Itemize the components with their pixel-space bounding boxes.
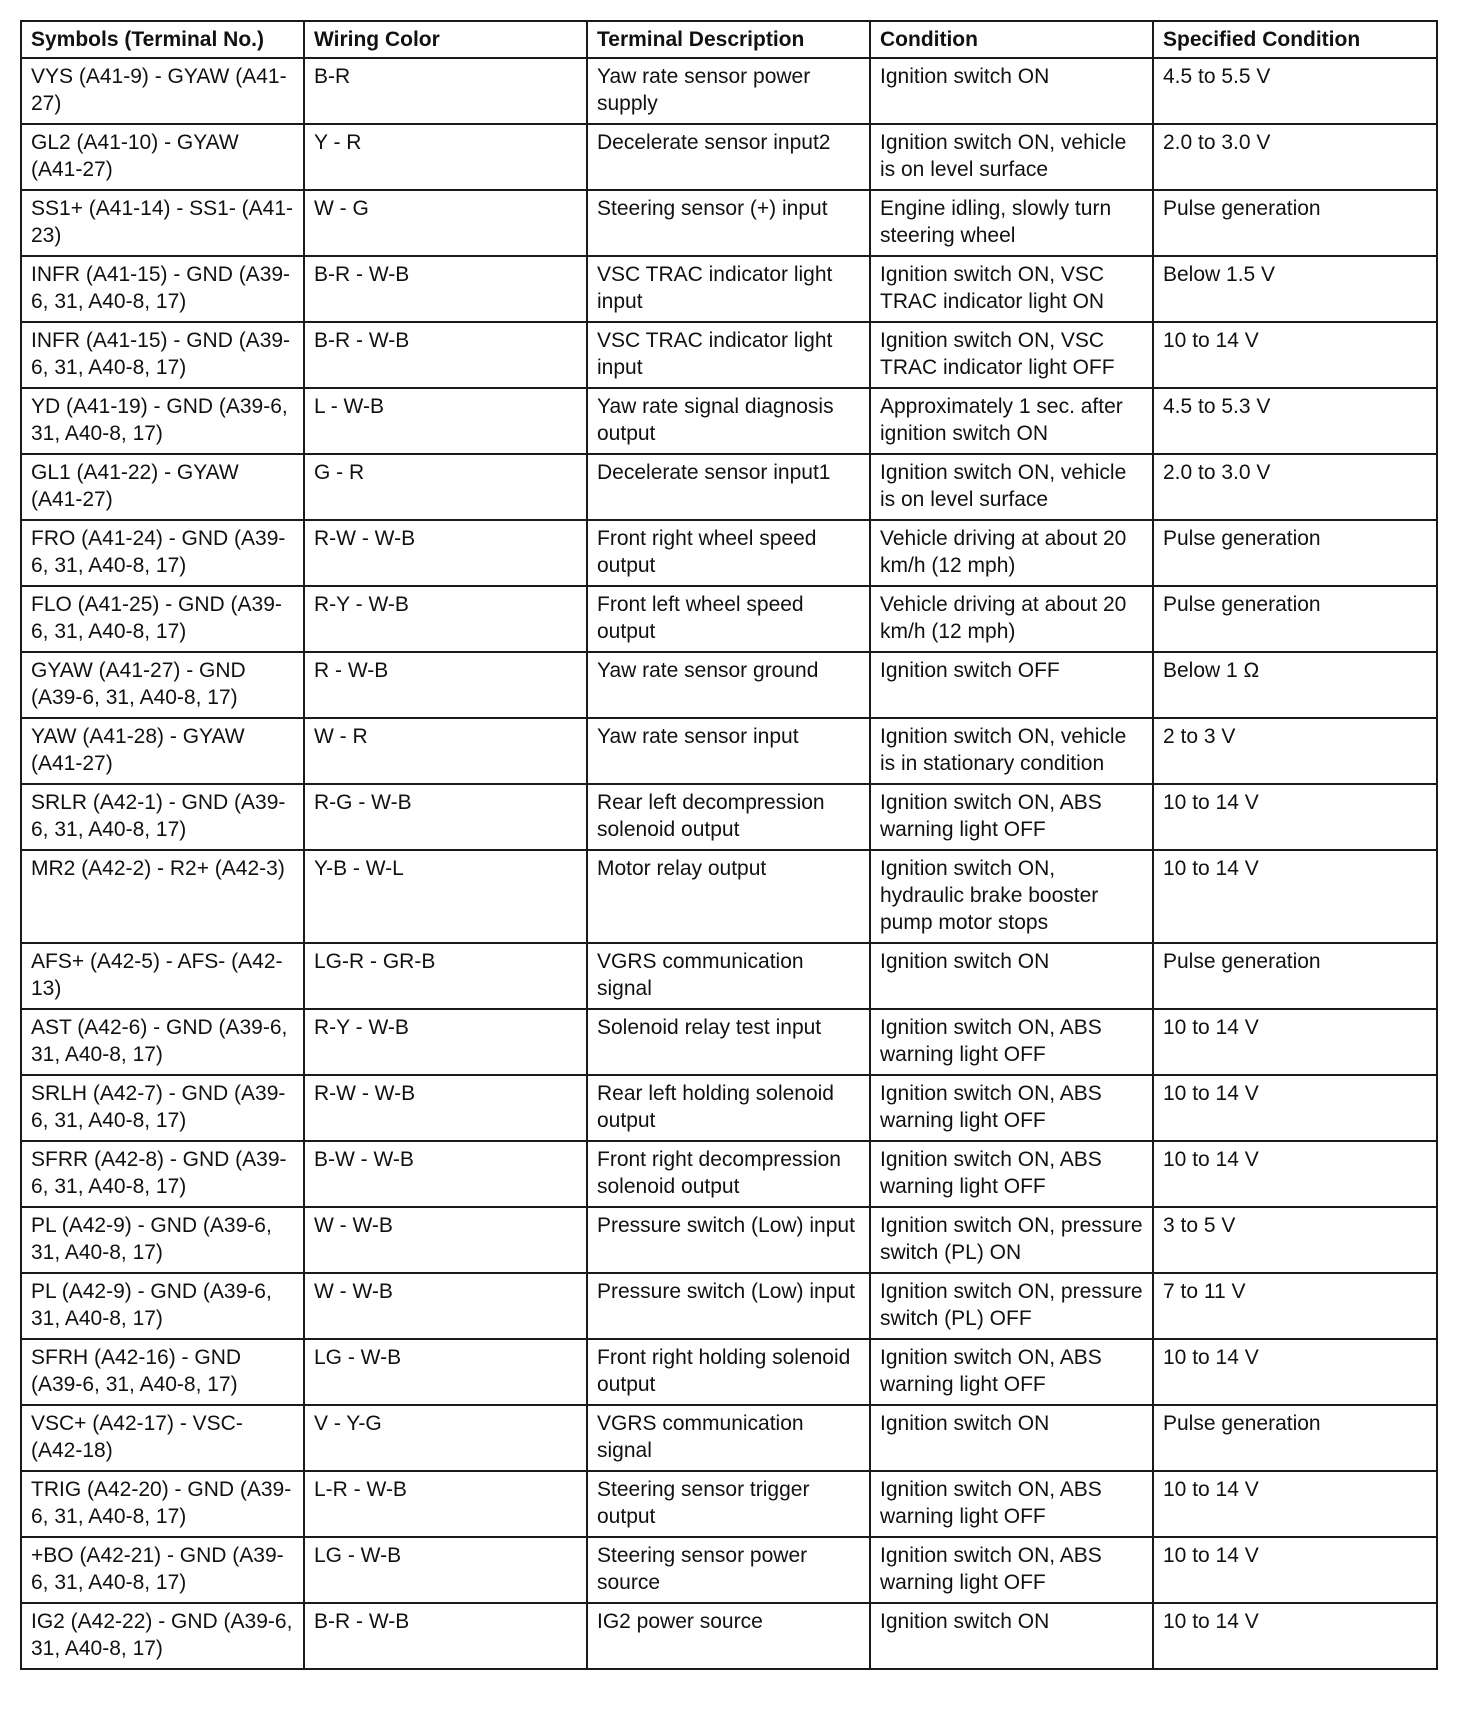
cell-condition: Ignition switch ON, ABS warning light OFF (870, 1075, 1153, 1141)
cell-specified-condition: 10 to 14 V (1153, 1009, 1437, 1075)
cell-specified-condition: 10 to 14 V (1153, 850, 1437, 943)
cell-specified-condition: Pulse generation (1153, 1405, 1437, 1471)
cell-condition: Ignition switch ON, ABS warning light OFF (870, 1009, 1153, 1075)
table-row (21, 1471, 1437, 1537)
cell-wiring-color: B-R - W-B (304, 1603, 587, 1669)
cell-condition: Ignition switch OFF (870, 652, 1153, 718)
cell-wiring-color: V - Y-G (304, 1405, 587, 1471)
cell-terminal-description: Yaw rate sensor ground (587, 652, 870, 718)
table-row (21, 124, 1437, 190)
terminal-spec-sheet (20, 20, 1436, 1670)
cell-specified-condition: 10 to 14 V (1153, 1471, 1437, 1537)
cell-wiring-color: Y-B - W-L (304, 850, 587, 943)
table-row (21, 1603, 1437, 1669)
cell-symbols: INFR (A41-15) - GND (A39-6, 31, A40-8, 17) (21, 322, 304, 388)
cell-terminal-description: Yaw rate signal diagnosis output (587, 388, 870, 454)
cell-terminal-description: Steering sensor trigger output (587, 1471, 870, 1537)
table-row (21, 652, 1437, 718)
cell-specified-condition: 10 to 14 V (1153, 1603, 1437, 1669)
cell-symbols: INFR (A41-15) - GND (A39-6, 31, A40-8, 17) (21, 256, 304, 322)
cell-specified-condition: 10 to 14 V (1153, 784, 1437, 850)
cell-terminal-description: Rear left holding solenoid output (587, 1075, 870, 1141)
cell-symbols: YAW (A41-28) - GYAW (A41-27) (21, 718, 304, 784)
cell-symbols: VSC+ (A42-17) - VSC- (A42-18) (21, 1405, 304, 1471)
table-row (21, 718, 1437, 784)
cell-terminal-description: Decelerate sensor input2 (587, 124, 870, 190)
cell-symbols: AST (A42-6) - GND (A39-6, 31, A40-8, 17) (21, 1009, 304, 1075)
cell-condition: Ignition switch ON, ABS warning light OFF (870, 1141, 1153, 1207)
cell-wiring-color: Y - R (304, 124, 587, 190)
cell-condition: Approximately 1 sec. after ignition switch ON (870, 388, 1153, 454)
cell-condition: Engine idling, slowly turn steering wheel (870, 190, 1153, 256)
cell-terminal-description: Front right wheel speed output (587, 520, 870, 586)
cell-wiring-color: W - W-B (304, 1273, 587, 1339)
cell-terminal-description: Front left wheel speed output (587, 586, 870, 652)
table-row (21, 784, 1437, 850)
cell-symbols: SFRH (A42-16) - GND (A39-6, 31, A40-8, 17) (21, 1339, 304, 1405)
header-terminal-description: Terminal Description (587, 21, 870, 58)
cell-condition: Ignition switch ON, vehicle is on level surface (870, 124, 1153, 190)
header-symbols: Symbols (Terminal No.) (21, 21, 304, 58)
cell-symbols: FLO (A41-25) - GND (A39-6, 31, A40-8, 17) (21, 586, 304, 652)
table-row (21, 1339, 1437, 1405)
cell-terminal-description: Yaw rate sensor input (587, 718, 870, 784)
cell-condition: Ignition switch ON, ABS warning light OFF (870, 1537, 1153, 1603)
cell-terminal-description: Solenoid relay test input (587, 1009, 870, 1075)
cell-wiring-color: R-W - W-B (304, 520, 587, 586)
cell-condition: Ignition switch ON, hydraulic brake booster pump motor stops (870, 850, 1153, 943)
header-wiring-color: Wiring Color (304, 21, 587, 58)
table-row (21, 1075, 1437, 1141)
cell-condition: Ignition switch ON, pressure switch (PL) ON (870, 1207, 1153, 1273)
cell-specified-condition: 7 to 11 V (1153, 1273, 1437, 1339)
cell-condition: Vehicle driving at about 20 km/h (12 mph) (870, 520, 1153, 586)
cell-specified-condition: 4.5 to 5.3 V (1153, 388, 1437, 454)
cell-terminal-description: Motor relay output (587, 850, 870, 943)
table-row (21, 256, 1437, 322)
cell-condition: Ignition switch ON, ABS warning light OFF (870, 1471, 1153, 1537)
cell-specified-condition: 3 to 5 V (1153, 1207, 1437, 1273)
table-row (21, 388, 1437, 454)
cell-symbols: FRO (A41-24) - GND (A39-6, 31, A40-8, 17) (21, 520, 304, 586)
cell-wiring-color: LG - W-B (304, 1339, 587, 1405)
cell-terminal-description: Pressure switch (Low) input (587, 1207, 870, 1273)
cell-symbols: GL2 (A41-10) - GYAW (A41-27) (21, 124, 304, 190)
cell-wiring-color: B-R - W-B (304, 256, 587, 322)
cell-wiring-color: W - R (304, 718, 587, 784)
table-row (21, 1537, 1437, 1603)
cell-condition: Vehicle driving at about 20 km/h (12 mph) (870, 586, 1153, 652)
cell-wiring-color: R-G - W-B (304, 784, 587, 850)
cell-symbols: SRLH (A42-7) - GND (A39-6, 31, A40-8, 17) (21, 1075, 304, 1141)
cell-specified-condition: 10 to 14 V (1153, 1339, 1437, 1405)
cell-symbols: VYS (A41-9) - GYAW (A41-27) (21, 58, 304, 124)
cell-symbols: TRIG (A42-20) - GND (A39-6, 31, A40-8, 17) (21, 1471, 304, 1537)
table-row (21, 586, 1437, 652)
table-row (21, 850, 1437, 943)
cell-terminal-description: VSC TRAC indicator light input (587, 256, 870, 322)
cell-specified-condition: 10 to 14 V (1153, 322, 1437, 388)
table-row (21, 520, 1437, 586)
cell-symbols: SRLR (A42-1) - GND (A39-6, 31, A40-8, 17) (21, 784, 304, 850)
cell-terminal-description: Front right holding solenoid output (587, 1339, 870, 1405)
cell-wiring-color: R-Y - W-B (304, 1009, 587, 1075)
cell-condition: Ignition switch ON, ABS warning light OFF (870, 784, 1153, 850)
table-row (21, 454, 1437, 520)
cell-specified-condition: Pulse generation (1153, 190, 1437, 256)
cell-symbols: SFRR (A42-8) - GND (A39-6, 31, A40-8, 17) (21, 1141, 304, 1207)
cell-terminal-description: IG2 power source (587, 1603, 870, 1669)
table-row (21, 1141, 1437, 1207)
cell-condition: Ignition switch ON, ABS warning light OFF (870, 1339, 1153, 1405)
cell-terminal-description: Decelerate sensor input1 (587, 454, 870, 520)
cell-wiring-color: LG-R - GR-B (304, 943, 587, 1009)
table-row (21, 1405, 1437, 1471)
cell-wiring-color: B-R (304, 58, 587, 124)
cell-wiring-color: R - W-B (304, 652, 587, 718)
cell-specified-condition: 10 to 14 V (1153, 1075, 1437, 1141)
cell-specified-condition: Below 1 Ω (1153, 652, 1437, 718)
cell-specified-condition: 4.5 to 5.5 V (1153, 58, 1437, 124)
cell-symbols: MR2 (A42-2) - R2+ (A42-3) (21, 850, 304, 943)
cell-specified-condition: Below 1.5 V (1153, 256, 1437, 322)
cell-condition: Ignition switch ON, pressure switch (PL) OFF (870, 1273, 1153, 1339)
cell-condition: Ignition switch ON, vehicle is in stationary condition (870, 718, 1153, 784)
table-header-row (21, 21, 1437, 58)
table-row (21, 1207, 1437, 1273)
cell-wiring-color: R-W - W-B (304, 1075, 587, 1141)
cell-condition: Ignition switch ON (870, 943, 1153, 1009)
cell-symbols: GYAW (A41-27) - GND (A39-6, 31, A40-8, 17) (21, 652, 304, 718)
cell-condition: Ignition switch ON (870, 58, 1153, 124)
cell-terminal-description: Rear left decompression solenoid output (587, 784, 870, 850)
cell-condition: Ignition switch ON (870, 1603, 1153, 1669)
cell-terminal-description: Pressure switch (Low) input (587, 1273, 870, 1339)
cell-terminal-description: Yaw rate sensor power supply (587, 58, 870, 124)
cell-wiring-color: LG - W-B (304, 1537, 587, 1603)
cell-condition: Ignition switch ON, VSC TRAC indicator light OFF (870, 322, 1153, 388)
table-row (21, 1009, 1437, 1075)
cell-terminal-description: VSC TRAC indicator light input (587, 322, 870, 388)
cell-wiring-color: L-R - W-B (304, 1471, 587, 1537)
cell-specified-condition: Pulse generation (1153, 586, 1437, 652)
cell-terminal-description: Steering sensor power source (587, 1537, 870, 1603)
cell-wiring-color: G - R (304, 454, 587, 520)
cell-symbols: IG2 (A42-22) - GND (A39-6, 31, A40-8, 17) (21, 1603, 304, 1669)
cell-symbols: AFS+ (A42-5) - AFS- (A42-13) (21, 943, 304, 1009)
cell-symbols: PL (A42-9) - GND (A39-6, 31, A40-8, 17) (21, 1207, 304, 1273)
cell-specified-condition: 2.0 to 3.0 V (1153, 124, 1437, 190)
cell-terminal-description: Front right decompression solenoid output (587, 1141, 870, 1207)
cell-wiring-color: L - W-B (304, 388, 587, 454)
cell-symbols: PL (A42-9) - GND (A39-6, 31, A40-8, 17) (21, 1273, 304, 1339)
cell-specified-condition: 10 to 14 V (1153, 1141, 1437, 1207)
cell-terminal-description: Steering sensor (+) input (587, 190, 870, 256)
terminal-spec-table (20, 20, 1438, 1670)
cell-wiring-color: W - G (304, 190, 587, 256)
cell-specified-condition: Pulse generation (1153, 943, 1437, 1009)
table-row (21, 58, 1437, 124)
cell-specified-condition: Pulse generation (1153, 520, 1437, 586)
table-row (21, 322, 1437, 388)
cell-wiring-color: B-R - W-B (304, 322, 587, 388)
cell-terminal-description: VGRS communication signal (587, 1405, 870, 1471)
header-condition: Condition (870, 21, 1153, 58)
cell-symbols: GL1 (A41-22) - GYAW (A41-27) (21, 454, 304, 520)
table-row (21, 1273, 1437, 1339)
cell-wiring-color: W - W-B (304, 1207, 587, 1273)
cell-wiring-color: B-W - W-B (304, 1141, 587, 1207)
cell-symbols: +BO (A42-21) - GND (A39-6, 31, A40-8, 17) (21, 1537, 304, 1603)
table-row (21, 943, 1437, 1009)
header-specified-condition: Specified Condition (1153, 21, 1437, 58)
table-row (21, 190, 1437, 256)
cell-wiring-color: R-Y - W-B (304, 586, 587, 652)
cell-condition: Ignition switch ON (870, 1405, 1153, 1471)
cell-specified-condition: 2 to 3 V (1153, 718, 1437, 784)
cell-condition: Ignition switch ON, vehicle is on level surface (870, 454, 1153, 520)
cell-symbols: SS1+ (A41-14) - SS1- (A41-23) (21, 190, 304, 256)
cell-terminal-description: VGRS communication signal (587, 943, 870, 1009)
cell-specified-condition: 2.0 to 3.0 V (1153, 454, 1437, 520)
cell-symbols: YD (A41-19) - GND (A39-6, 31, A40-8, 17) (21, 388, 304, 454)
cell-condition: Ignition switch ON, VSC TRAC indicator light ON (870, 256, 1153, 322)
cell-specified-condition: 10 to 14 V (1153, 1537, 1437, 1603)
